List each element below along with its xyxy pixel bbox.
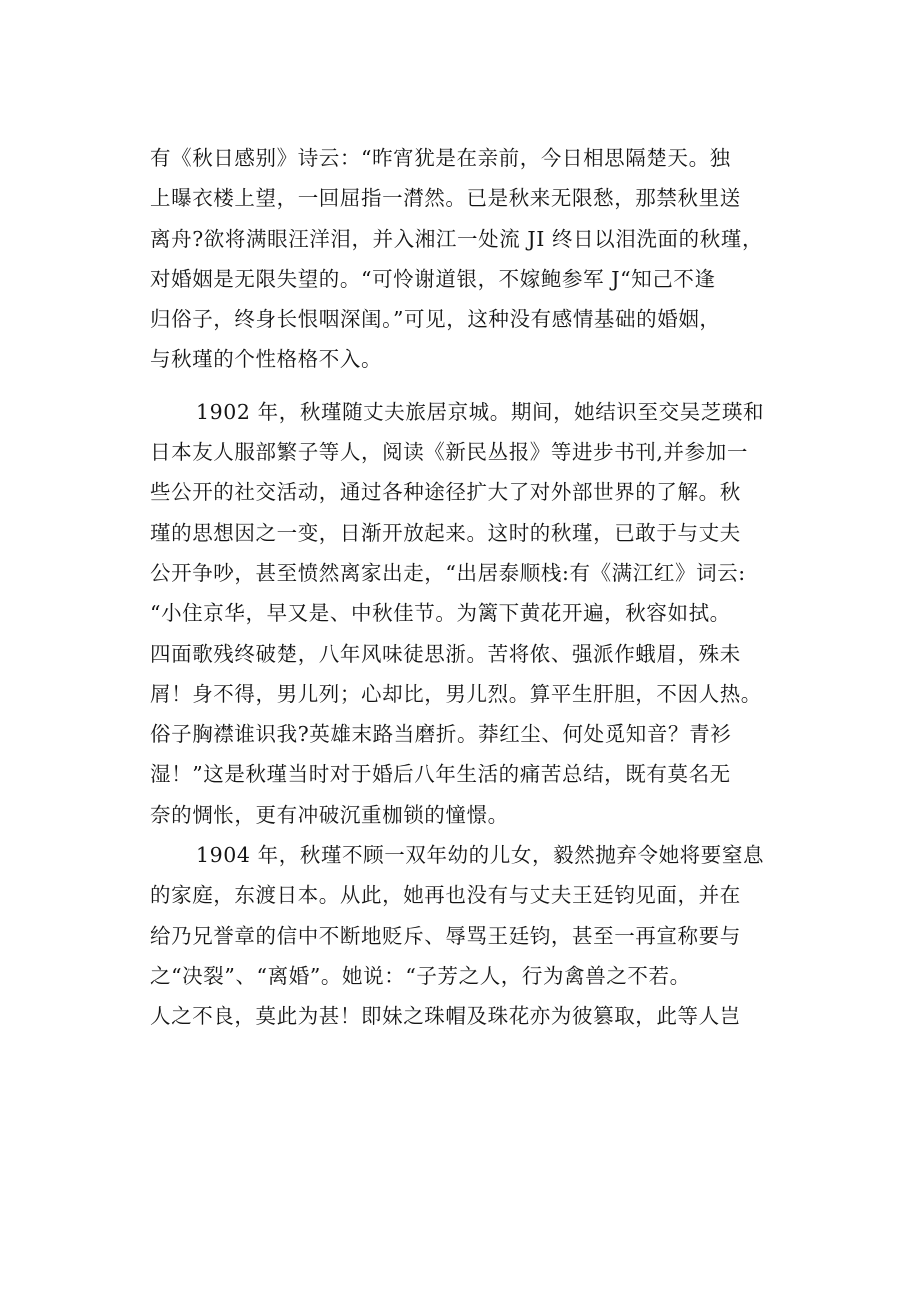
text-line: 上曝衣楼上望，一回屈指一潸然。已是秋来无限愁，那禁秋里送 xyxy=(150,186,741,211)
text-line: 人之不良，莫此为甚！即妹之珠帽及珠花亦为彼篡取，此等人岂 xyxy=(150,1004,741,1029)
text-line: 的家庭，东渡日本。从此，她再也没有与丈夫王廷钧见面，并在 xyxy=(150,883,741,908)
text-line: 给乃兄誉章的信中不断地贬斥、辱骂王廷钧，甚至一再宣称要与 xyxy=(150,923,741,948)
paragraph-3 xyxy=(150,835,800,1036)
text-line: 1904 年，秋瑾不顾一双年幼的儿女，毅然抛弃令她将要窒息 xyxy=(196,843,765,868)
text-line: 对婚姻是无限失望的。“可怜谢道银，不嫁鲍参军 J“知己不逢 xyxy=(150,266,716,291)
text-line: 屑！身不得，男儿列；心却比，男儿烈。算平生肝胆，不因人热。 xyxy=(150,681,762,706)
body-text xyxy=(150,138,800,1037)
text-line: 湿！”这是秋瑾当时对于婚后八年生活的痛苦总结，既有莫名无 xyxy=(150,762,731,787)
text-line: 俗子胸襟谁识我?英雄末路当磨折。莽红尘、何处觅知音？青衫 xyxy=(150,722,732,747)
text-line: 些公开的社交活动，通过各种途径扩大了对外部世界的了解。秋 xyxy=(150,480,741,505)
paragraph-1 xyxy=(150,138,800,380)
text-line: “小住京华，早又是、中秋佳节。为篱下黄花开遍，秋容如拭。 xyxy=(150,601,731,626)
text-line: 与秋瑾的个性格格不入。 xyxy=(150,347,383,372)
text-line: 归俗子，终身长恨咽深闺。”可见，这种没有感情基础的婚姻， xyxy=(150,307,721,332)
text-line: 离舟?欲将满眼汪洋泪，并入湘江一处流 JI 终日以泪洗面的秋瑾， xyxy=(150,226,764,251)
text-line: 1902 年，秋瑾随丈夫旅居京城。期间，她结识至交吴芝瑛和 xyxy=(196,399,765,424)
text-line: 瑾的思想因之一变，日渐开放起来。这时的秋瑾，已敢于与丈夫 xyxy=(150,520,741,545)
text-line: 奈的惆怅，更有冲破沉重枷锁的憧憬。 xyxy=(150,802,509,827)
text-line: 日本友人服部繁子等人，阅读《新民丛报》等进步书刊,并参加一 xyxy=(150,440,748,465)
text-line: 之“决裂”、“离婚”。她说：“子芳之人，行为禽兽之不若。 xyxy=(150,963,691,988)
paragraph-gap xyxy=(150,380,800,392)
text-line: 四面歌残终破楚，八年风味徒思浙。苦将侬、强派作蛾眉，殊未 xyxy=(150,641,741,666)
text-line: 有《秋日感别》诗云：“昨宵犹是在亲前，今日相思隔楚天。独 xyxy=(150,146,731,170)
paragraph-2 xyxy=(150,392,800,835)
text-line: 公开争吵，甚至愤然离家出走，“出居泰顺栈:有《满江红》词云: xyxy=(150,560,746,585)
